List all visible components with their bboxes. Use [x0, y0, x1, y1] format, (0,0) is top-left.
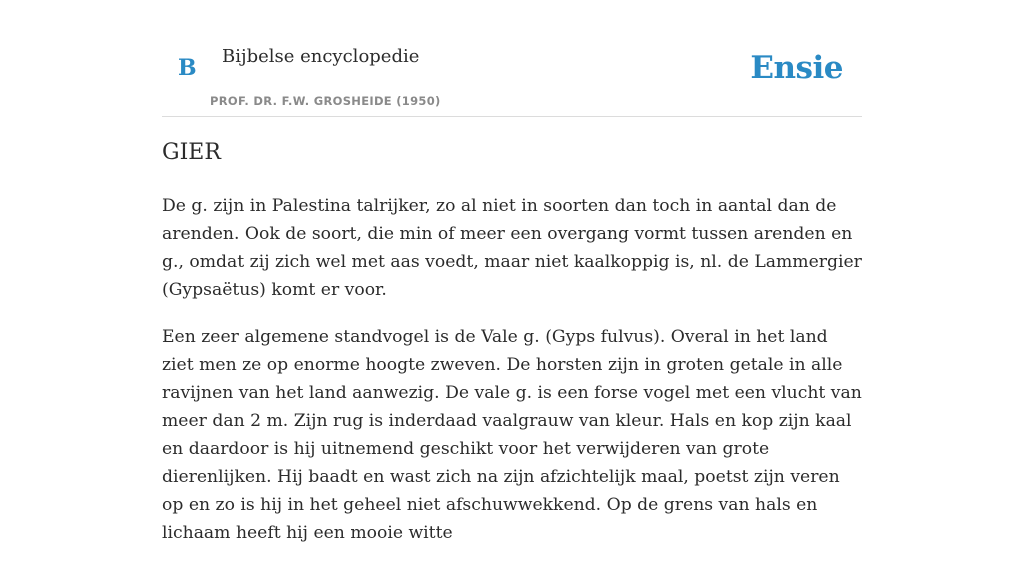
- entry-paragraph-2: Een zeer algemene standvogel is de Vale g. (Gyps fulvus). Overal in het land ziet men ze op enorme hoogte zweven. De horsten zijn in groten getale in alle ravijnen van het land aanwezig. De vale g. is een forse vogel met een vlucht van meer dan 2 m. Zijn rug is inderdaad vaalgrauw van kleur. Hals en kop zijn kaal en daardoor is hij uitnemend geschikt voor het verwijderen van grote dierenlijken. Hij baadt en wast zich na zijn afzichtelijk maal, poetst zijn veren op en zo is hij in het geheel niet afschuwwekkend. Op de grens van hals en lichaam heeft hij een mooie witte: [162, 327, 862, 543]
- entry-title: GIER: [162, 140, 221, 165]
- entry-body: [162, 192, 862, 566]
- entry-paragraph-1: De g. zijn in Palestina talrijker, zo al niet in soorten dan toch in aantal dan de arenden. Ook de soort, die min of meer een overgang vormt tussen arenden en g., omdat zij zich wel met aas voedt, maar niet kaalkoppig is, nl. de Lammergier (Gypsaëtus) komt er voor.: [162, 196, 862, 300]
- page-container: [162, 0, 862, 543]
- page-header: [162, 0, 862, 117]
- book-title-link[interactable]: Bijbelse encyclopedie: [222, 46, 420, 67]
- brand-logo-link[interactable]: Ensie: [750, 50, 843, 86]
- book-letter-icon[interactable]: B: [178, 55, 197, 81]
- book-author: PROF. DR. F.W. GROSHEIDE (1950): [210, 94, 441, 108]
